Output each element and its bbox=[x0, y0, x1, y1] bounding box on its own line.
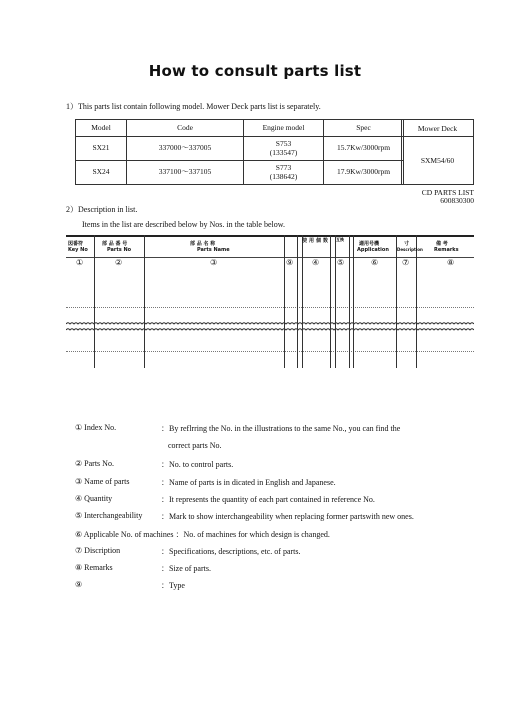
hdr-jp-remarks: 備 考 bbox=[436, 241, 448, 247]
col-number-3: ③ bbox=[210, 258, 218, 267]
legend-desc-1: ：By reflrring the No. in the illustrations to the same No., you can find the bbox=[161, 424, 401, 433]
table-row bbox=[76, 161, 404, 185]
col-number-4: ④ bbox=[312, 258, 320, 267]
legend-desc-1-cont: correct parts No. bbox=[168, 441, 222, 450]
table-row bbox=[76, 137, 404, 161]
hdr-en-remarks: Remarks bbox=[434, 247, 459, 253]
legend-desc-2: ：No. to control parts. bbox=[161, 460, 234, 469]
col-number-9: ⑨ bbox=[286, 258, 294, 267]
hdr-jp-parts-name: 部 品 名 称 bbox=[190, 241, 216, 247]
hdr-en-parts-name: Parts Name bbox=[197, 247, 230, 253]
mower-deck-value: SXM54/60 bbox=[402, 137, 474, 185]
hdr-jp-description: 寸 bbox=[404, 241, 410, 247]
cell-model: SX24 bbox=[76, 161, 127, 185]
cd-parts-list-number: 600830300 bbox=[440, 196, 474, 206]
engine-code: (133547) bbox=[269, 147, 298, 157]
break-wave-lines bbox=[66, 319, 474, 335]
hdr-jp-application: 適用号機 bbox=[359, 241, 380, 247]
col-number-1: ① bbox=[76, 258, 84, 267]
col-header-spec: Spec bbox=[324, 120, 404, 137]
legend-desc-7: ：Specifications, descriptions, etc. of parts. bbox=[161, 547, 301, 556]
legend-key-2: ② Parts No. bbox=[75, 459, 114, 468]
cell-engine bbox=[244, 137, 324, 161]
legend-desc-4: ：It represents the quantity of each part contained in reference No. bbox=[161, 495, 375, 504]
legend-desc-3: ：Name of parts is in dicated in English and Japanese. bbox=[161, 478, 336, 487]
section2-heading: 2）Description in list. bbox=[66, 205, 138, 214]
col-number-6: ⑥ bbox=[371, 258, 379, 267]
legend-key-8: ⑧ Remarks bbox=[75, 563, 113, 572]
cd-parts-list-label: CD PARTS LIST bbox=[421, 188, 474, 197]
cd-parts-list bbox=[380, 189, 474, 206]
col-number-5: ⑤ bbox=[337, 258, 345, 267]
parts-list-diagram bbox=[66, 235, 474, 368]
legend-key-7: ⑦ Discription bbox=[75, 546, 121, 555]
mower-deck-table bbox=[401, 119, 474, 185]
legend-item-6 bbox=[75, 529, 330, 540]
hdr-jp-interchange: 互換 bbox=[336, 237, 344, 242]
col-header-model: Model bbox=[76, 120, 127, 137]
cell-spec: 15.7Kw/3000rpm bbox=[324, 137, 404, 161]
engine-code: (138642) bbox=[269, 171, 298, 181]
hdr-jp-quantity: 使用個数 bbox=[302, 238, 331, 244]
section2-text: Items in the list are described below by Nos. in the table below. bbox=[82, 220, 285, 229]
hdr-jp-key-no: 図番符 bbox=[68, 241, 84, 247]
hdr-en-key-no: Key No bbox=[68, 247, 88, 253]
hdr-en-application: Application bbox=[357, 247, 389, 253]
cell-code: 337000～337005 bbox=[127, 137, 244, 161]
cell-engine bbox=[244, 161, 324, 185]
legend-key-1: ① Index No. bbox=[75, 423, 117, 432]
mower-deck-header: Mower Deck bbox=[402, 120, 474, 137]
legend-key-9: ⑨ bbox=[75, 580, 83, 589]
legend-key-3: ③ Name of parts bbox=[75, 477, 130, 486]
engine-name: S753 bbox=[275, 138, 292, 148]
legend-desc-9: ：Type bbox=[161, 581, 185, 590]
col-number-7: ⑦ bbox=[402, 258, 410, 267]
col-number-2: ② bbox=[115, 258, 123, 267]
section1-text: 1）This parts list contain following model. Mower Deck parts list is separately. bbox=[66, 102, 321, 111]
legend-desc-6: ：No. of machines for which design is changed. bbox=[175, 530, 330, 539]
cell-spec: 17.9Kw/3000rpm bbox=[324, 161, 404, 185]
legend-key-5: ⑤ Interchangeability bbox=[75, 511, 143, 520]
col-header-engine: Engine model bbox=[244, 120, 324, 137]
legend-key-6: ⑥ Applicable No. of machines bbox=[75, 530, 174, 539]
legend-desc-5: ：Mark to show interchangeability when replacing former partswith new ones. bbox=[161, 512, 414, 521]
hdr-en-description: Description bbox=[397, 247, 423, 252]
cell-model: SX21 bbox=[76, 137, 127, 161]
engine-name: S773 bbox=[275, 162, 292, 172]
col-header-code: Code bbox=[127, 120, 244, 137]
model-table bbox=[75, 119, 404, 185]
col-number-8: ⑧ bbox=[447, 258, 455, 267]
page-title: How to consult parts list bbox=[148, 62, 362, 80]
hdr-jp-parts-no: 部 品 番 号 bbox=[102, 241, 128, 247]
legend-desc-8: ：Size of parts. bbox=[161, 564, 211, 573]
hdr-en-parts-no: Parts No bbox=[107, 247, 132, 253]
cell-code: 337100～337105 bbox=[127, 161, 244, 185]
legend-key-4: ④ Quantity bbox=[75, 494, 113, 503]
